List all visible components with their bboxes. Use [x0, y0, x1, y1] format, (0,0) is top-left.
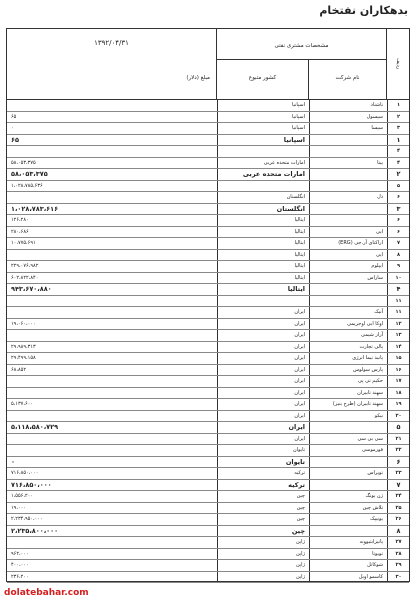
company-cell: شوکاتل — [309, 560, 387, 571]
amount-cell: ۱۹،۰۰۰ — [11, 504, 27, 511]
amount-cell: ۲،۲۳۵،۸۰۰،۰۰۰ — [11, 526, 59, 535]
company-cell: دل — [309, 192, 387, 203]
country-cell: ژاپن — [217, 537, 309, 548]
company-cell: آراز شیمی — [309, 330, 387, 341]
table-row — [7, 330, 409, 342]
row-number-cell: ۳۰ — [387, 572, 409, 583]
row-number-cell: ۲۰ — [387, 411, 409, 422]
country-column-header: کشور متبوع — [217, 59, 309, 99]
buyer-header — [217, 29, 387, 99]
amount-cell: ۰ — [11, 125, 14, 131]
country-cell: ایران — [217, 376, 309, 387]
amount-column-header: مبلغ (دلار) — [186, 75, 210, 81]
company-cell: پانیذ نیما انرژی — [309, 353, 387, 364]
page-title: بدهکاران نفتخام — [319, 4, 408, 17]
country-cell: ایران — [217, 422, 309, 433]
country-cell: امارات متحده عربی — [217, 158, 309, 169]
country-cell: ایران — [217, 411, 309, 422]
country-cell: ایتالیا — [217, 227, 309, 238]
row-number-cell: ۱۳ — [387, 330, 409, 341]
country-cell — [217, 146, 309, 157]
row-number-cell: ۲۶ — [387, 514, 409, 525]
company-cell: نیکو — [309, 411, 387, 422]
company-column-header: نام شرکت — [335, 75, 360, 81]
row-number-cell: ۱۷ — [387, 376, 409, 387]
row-number-cell: ۶ — [387, 227, 409, 238]
company-cell: تلاش چین — [309, 503, 387, 514]
country-cell: تایوان — [217, 457, 309, 468]
country-cell: ایران — [217, 330, 309, 341]
table-body — [7, 100, 409, 581]
country-cell: ژاپن — [217, 572, 309, 583]
table-row — [7, 204, 409, 216]
table-row — [7, 284, 409, 296]
row-number-cell: ۱ — [387, 135, 409, 146]
country-cell: ایتالیا — [217, 273, 309, 284]
row-number-cell: ۱۲ — [387, 319, 409, 330]
company-cell: ژن یونگ — [309, 491, 387, 502]
country-cell: ایران — [217, 388, 309, 399]
amount-cell: ۱۹،۰۶۰،۰۰۰ — [11, 320, 36, 327]
table-row — [7, 526, 409, 538]
company-cell: سی بی سی — [309, 434, 387, 445]
table-row — [7, 514, 409, 526]
row-number-cell: ۵ — [387, 181, 409, 192]
country-cell: ایتالیا — [217, 284, 309, 295]
row-number-cell: ۱۰ — [387, 273, 409, 284]
table-row — [7, 227, 409, 239]
table-row — [7, 399, 409, 411]
table-row — [7, 353, 409, 365]
amount-cell: ۵۸،۰۵۳،۳۷۵ — [11, 159, 36, 166]
row-number-cell: ۲ — [387, 112, 409, 123]
country-cell: ایتالیا — [217, 238, 309, 249]
table-row — [7, 434, 409, 446]
country-cell — [217, 296, 309, 307]
country-cell: ایتالیا — [217, 250, 309, 261]
amount-cell: ۱۰،۷۷۵،۶۹۱ — [11, 240, 36, 246]
amount-cell: ۲۹،۴۹۹،۱۵۸ — [11, 355, 36, 361]
header-date-cell — [7, 29, 217, 99]
table-row — [7, 261, 409, 273]
table-row — [7, 307, 409, 319]
country-cell: اسپانیا — [217, 100, 309, 111]
table-row — [7, 388, 409, 400]
country-cell: ژاپن — [217, 560, 309, 571]
country-cell: ایران — [217, 319, 309, 330]
company-cell: تویوتا — [309, 549, 387, 560]
amount-cell: ۲۸۰،۶۸۶ — [11, 228, 29, 235]
row-number-header: ردیف — [395, 58, 401, 70]
country-cell: چین — [217, 503, 309, 514]
row-number-cell: ۲۲ — [387, 445, 409, 456]
company-cell — [309, 526, 387, 537]
row-number-cell: ۳ — [387, 123, 409, 134]
company-cell: فورموسی — [309, 445, 387, 456]
table-row — [7, 192, 409, 204]
amount-cell: ۹۶۲،۰۰۰ — [11, 550, 29, 557]
site-watermark: dolatebahar.com — [4, 588, 89, 598]
table-row — [7, 342, 409, 354]
table-row — [7, 135, 409, 147]
company-cell: ایی — [309, 227, 387, 238]
row-number-cell: ۹ — [387, 261, 409, 272]
amount-cell: ۲۲۹،۰۷۶،۹۸۲ — [11, 263, 39, 269]
company-cell: پالی تجارت — [309, 342, 387, 353]
company-cell: پانیزابتیوونه — [309, 537, 387, 548]
amount-cell: ۲،۲۳۴،۹۵۰،۰۰۰ — [11, 516, 43, 522]
country-cell: اسپانیا — [217, 112, 309, 123]
amount-cell: ۵،۱۳۷،۶۰۰ — [11, 401, 34, 407]
row-number-cell: ۴ — [387, 158, 409, 169]
company-cell: ساراس — [309, 273, 387, 284]
amount-cell: ۶۵ — [11, 135, 19, 144]
row-number-cell: ۵ — [387, 422, 409, 433]
row-number-cell: ۷ — [387, 480, 409, 491]
country-cell: چین — [217, 514, 309, 525]
row-number-cell: ۶ — [387, 192, 409, 203]
table-row — [7, 376, 409, 388]
company-cell: حکیم تی پی — [309, 376, 387, 387]
company-cell: توپراس — [309, 468, 387, 479]
country-cell: ایران — [217, 434, 309, 445]
amount-cell: ۷۱۶،۸۵۰،۰۰۰ — [11, 470, 39, 476]
amount-cell: ۲۳۶،۲۰۰ — [11, 573, 29, 580]
country-cell: اسپانیا — [217, 123, 309, 134]
row-number-cell: ۲۴ — [387, 491, 409, 502]
country-cell: ایران — [217, 353, 309, 364]
company-cell: سپسول — [309, 112, 387, 123]
row-number-cell: ۳ — [387, 204, 409, 215]
country-cell: ایتالیا — [217, 261, 309, 272]
country-cell: امارات متحده عربی — [217, 169, 309, 180]
row-number-cell: ۱۴ — [387, 342, 409, 353]
table-row — [7, 411, 409, 423]
row-number-cell: ۱۶ — [387, 365, 409, 376]
table-row — [7, 537, 409, 549]
amount-cell: ۶۰۲،۸۲۲،۸۴۰ — [11, 274, 39, 281]
country-cell: ایران — [217, 307, 309, 318]
table-row — [7, 365, 409, 377]
report-date: ۱۳۹۲/۰۴/۳۱ — [94, 39, 129, 47]
amount-cell: ۱،۰۲۸،۷۸۵،۶۳۶ — [11, 182, 43, 189]
country-cell: ترکیه — [217, 468, 309, 479]
table-row — [7, 100, 409, 112]
table-row — [7, 112, 409, 124]
company-cell: سهند تابیران (طرح بنیز) — [309, 399, 387, 410]
amount-cell: ۶۸،۸۵۲ — [11, 366, 27, 373]
company-cell — [309, 204, 387, 215]
company-cell — [309, 181, 387, 192]
row-number-cell: ۲ — [387, 169, 409, 180]
row-number-cell: ۴ — [387, 146, 409, 157]
row-number-cell: ۶ — [387, 215, 409, 226]
table-row — [7, 273, 409, 285]
row-number-cell: ۱۵ — [387, 353, 409, 364]
table-row — [7, 572, 409, 584]
company-cell: یونیپک — [309, 514, 387, 525]
table-row — [7, 181, 409, 193]
company-cell: ناشناد — [309, 100, 387, 111]
company-cell: کاسمو اویل — [309, 572, 387, 583]
company-cell — [309, 284, 387, 295]
country-cell: ژاپن — [217, 549, 309, 560]
company-cell: ایپلوم — [309, 261, 387, 272]
row-number-cell: ۱ — [387, 100, 409, 111]
company-cell — [309, 135, 387, 146]
table-row — [7, 549, 409, 561]
table-row — [7, 296, 409, 308]
row-number-cell: ۴ — [387, 284, 409, 295]
country-cell: اسپانیا — [217, 135, 309, 146]
table-row — [7, 468, 409, 480]
company-cell — [309, 215, 387, 226]
table-row — [7, 238, 409, 250]
amount-cell: ۵،۱۱۸،۵۸۰،۷۲۹ — [11, 423, 59, 431]
row-number-cell: ۱۱ — [387, 296, 409, 307]
amount-cell: ۶۵ — [11, 113, 17, 120]
table-row — [7, 422, 409, 434]
company-cell: سهند تابیران — [309, 388, 387, 399]
amount-cell: ۷۱۶،۸۵۰،۰۰۰ — [11, 480, 52, 489]
company-cell: بیتا — [309, 158, 387, 169]
table-row — [7, 445, 409, 457]
amount-cell: ۱،۵۵۶،۲۰۰ — [11, 493, 34, 499]
country-cell: ایران — [217, 365, 309, 376]
country-cell: چین — [217, 526, 309, 537]
amount-cell: ۹۴۳،۶۷۰،۸۸۰ — [11, 285, 52, 293]
company-cell: اوکا ابی اوجریمی — [309, 319, 387, 330]
country-cell: ایتالیا — [217, 215, 309, 226]
company-cell: اراکنای آر.جی (ERG) — [309, 238, 387, 249]
table-row — [7, 491, 409, 503]
table-row — [7, 250, 409, 262]
company-cell — [309, 169, 387, 180]
table-row — [7, 503, 409, 515]
company-cell: آنیک — [309, 307, 387, 318]
country-cell: انگلستان — [217, 192, 309, 203]
row-number-cell: ۲۷ — [387, 537, 409, 548]
table-row — [7, 146, 409, 158]
table-row — [7, 215, 409, 227]
table-row — [7, 123, 409, 135]
row-number-cell: ۸ — [387, 526, 409, 537]
country-cell: ایران — [217, 342, 309, 353]
company-cell — [309, 296, 387, 307]
amount-cell: ۱۲۶،۲۸۰ — [11, 217, 29, 223]
table-row — [7, 480, 409, 492]
row-number-cell: ۱۸ — [387, 388, 409, 399]
table-row — [7, 158, 409, 170]
company-cell — [309, 480, 387, 491]
buyer-header-title: مشخصات مشتری نفتی — [274, 43, 329, 49]
row-number-cell: ۱۱ — [387, 307, 409, 318]
amount-cell: ۱،۰۲۸،۷۸۳،۶۱۶ — [11, 204, 59, 213]
row-number-cell: ۸ — [387, 250, 409, 261]
country-cell: چین — [217, 491, 309, 502]
row-number-cell: ۲۵ — [387, 503, 409, 514]
amount-cell: ۴۰۰،۰۰۰ — [11, 562, 29, 568]
amount-cell: ۰ — [11, 457, 15, 466]
company-cell — [309, 146, 387, 157]
row-number-cell: ۲۹ — [387, 560, 409, 571]
company-cell: پارس سولوس — [309, 365, 387, 376]
company-cell: ایی — [309, 250, 387, 261]
table-row — [7, 560, 409, 572]
company-cell — [309, 457, 387, 468]
row-number-cell: ۶ — [387, 457, 409, 468]
table-row — [7, 319, 409, 331]
row-number-cell: ۱۹ — [387, 399, 409, 410]
company-cell: سپسا — [309, 123, 387, 134]
country-cell: ایران — [217, 399, 309, 410]
table-row — [7, 457, 409, 469]
country-cell: انگلستان — [217, 204, 309, 215]
country-cell: تایوان — [217, 445, 309, 456]
row-number-cell: ۲۱ — [387, 434, 409, 445]
country-cell — [217, 181, 309, 192]
row-number-cell: ۷ — [387, 238, 409, 249]
table-row — [7, 169, 409, 181]
amount-cell: ۲۹،۹۸۹،۳۱۳ — [11, 343, 36, 350]
row-number-cell: ۲۸ — [387, 549, 409, 560]
company-cell — [309, 422, 387, 433]
amount-cell: ۵۸،۰۵۳،۳۷۵ — [11, 170, 48, 178]
row-number-cell: ۲۳ — [387, 468, 409, 479]
debtors-table — [6, 28, 410, 582]
country-cell: ترکیه — [217, 480, 309, 491]
